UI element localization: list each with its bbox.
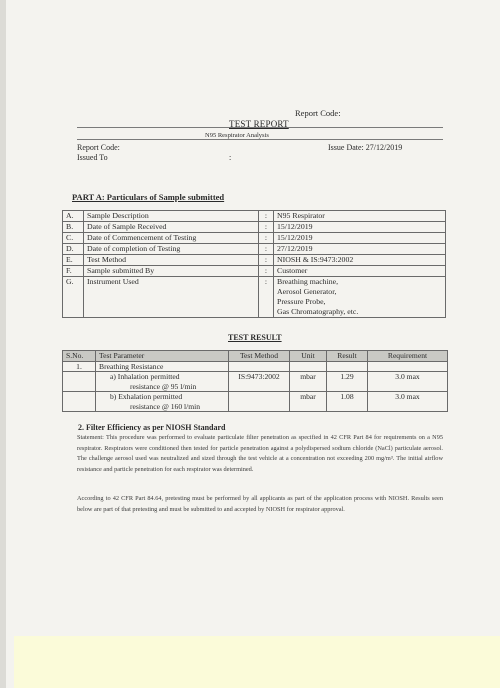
table-row — [63, 222, 446, 233]
document-subtitle: N95 Respirator Analysis — [205, 132, 269, 139]
row-label: Test Method — [84, 255, 259, 266]
row-colon: : — [259, 222, 274, 233]
col-header: S.No. — [63, 351, 96, 362]
table-header-row — [63, 351, 448, 362]
param-line: b) Exhalation permitted — [110, 392, 183, 401]
instrument-item: Pressure Probe, — [277, 297, 326, 306]
cfr-paragraph: According to 42 CFR Part 84.64, pretesting must be performed by all applicants as part of the application process with NIOSH. Results seen below are part of that pretesting and must be submitted to and accepted by NIOSH for respirator approval. — [77, 495, 443, 513]
row-label: Date of Sample Received — [84, 222, 259, 233]
row-colon: : — [259, 211, 274, 222]
cell-empty — [229, 361, 290, 372]
col-header: Test Parameter — [96, 351, 229, 362]
page-edge-shadow — [0, 0, 6, 688]
title-rule-top — [77, 127, 443, 128]
row-value-list — [274, 277, 446, 318]
row-label: Date of completion of Testing — [84, 244, 259, 255]
cell-result: 1.29 — [327, 372, 368, 392]
instrument-item: Breathing machine, — [277, 277, 339, 286]
table-row — [63, 361, 448, 372]
sample-particulars-table — [62, 210, 446, 318]
statement-paragraph: Statement: This procedure was performed to evaluate particulate filter penetration as specified in 42 CFR Part 84 for requirements on a N95 respirator. Respirators were conditioned then tested for particle penetration against a polydispersed sodium chloride (NaCl) particulate aerosol. The challenge aerosol used was neutralized and sized through the test vehicle at a concentration not exceeding 200 mg/m³. The initial airflow resistance and particle penetration for each respirator was determined. — [77, 434, 443, 473]
cell-param: Breathing Resistance — [96, 361, 229, 372]
row-label: Date of Commencement of Testing — [84, 233, 259, 244]
row-colon: : — [259, 255, 274, 266]
row-key: B. — [63, 222, 84, 233]
col-header: Unit — [290, 351, 327, 362]
table-row — [63, 244, 446, 255]
cell-empty — [327, 361, 368, 372]
param-line: a) Inhalation permitted — [110, 372, 180, 381]
cell-method — [229, 392, 290, 412]
col-header: Requirement — [368, 351, 448, 362]
issued-to-colon: : — [229, 153, 232, 162]
table-row — [63, 211, 446, 222]
row-label: Sample submitted By — [84, 266, 259, 277]
row-value: Customer — [274, 266, 446, 277]
cell-requirement: 3.0 max — [368, 392, 448, 412]
section-2-title: 2. Filter Efficiency as per NIOSH Standard — [78, 423, 226, 432]
cell-requirement: 3.0 max — [368, 372, 448, 392]
instrument-item: Gas Chromatography, etc. — [277, 307, 359, 316]
row-colon: : — [259, 266, 274, 277]
issued-to-label: Issued To — [77, 153, 108, 162]
row-label: Sample Description — [84, 211, 259, 222]
cell-empty — [368, 361, 448, 372]
col-header: Result — [327, 351, 368, 362]
row-value: NIOSH & IS:9473:2002 — [274, 255, 446, 266]
row-key: D. — [63, 244, 84, 255]
table-row — [63, 233, 446, 244]
instrument-item: Aerosol Generator, — [277, 287, 337, 296]
title-rule-bottom — [77, 139, 443, 140]
cell-param — [96, 372, 229, 392]
row-key: F. — [63, 266, 84, 277]
param-line: resistance @ 95 l/min — [130, 381, 197, 391]
cell-param — [96, 392, 229, 412]
bottom-highlight-band — [14, 636, 500, 688]
cell-sno: 1. — [63, 361, 96, 372]
table-row — [63, 277, 446, 318]
table-row — [63, 392, 448, 412]
report-code-top: Report Code: — [295, 108, 341, 118]
row-value: N95 Respirator — [274, 211, 446, 222]
col-header: Test Method — [229, 351, 290, 362]
cell-unit: mbar — [290, 392, 327, 412]
document-title: TEST REPORT — [229, 119, 289, 129]
row-value: 27/12/2019 — [274, 244, 446, 255]
test-result-table — [62, 350, 448, 412]
report-code-label: Report Code: — [77, 143, 120, 152]
part-a-heading: PART A: Particulars of Sample submitted — [72, 192, 225, 202]
row-colon: : — [259, 233, 274, 244]
row-label: Instrument Used — [84, 277, 259, 318]
row-key: G. — [63, 277, 84, 318]
row-value: 15/12/2019 — [274, 233, 446, 244]
test-result-heading: TEST RESULT — [228, 333, 282, 342]
table-row — [63, 372, 448, 392]
param-line: resistance @ 160 l/min — [130, 401, 201, 411]
table-row — [63, 255, 446, 266]
cell-empty — [290, 361, 327, 372]
row-key: C. — [63, 233, 84, 244]
cell-result: 1.08 — [327, 392, 368, 412]
row-colon: : — [259, 244, 274, 255]
cell-empty — [63, 392, 96, 412]
cell-method: IS:9473:2002 — [229, 372, 290, 392]
table-row — [63, 266, 446, 277]
row-key: E. — [63, 255, 84, 266]
row-colon: : — [259, 277, 274, 318]
issue-date: Issue Date: 27/12/2019 — [328, 143, 403, 152]
row-value: 15/12/2019 — [274, 222, 446, 233]
row-key: A. — [63, 211, 84, 222]
cell-unit: mbar — [290, 372, 327, 392]
cell-empty — [63, 372, 96, 392]
